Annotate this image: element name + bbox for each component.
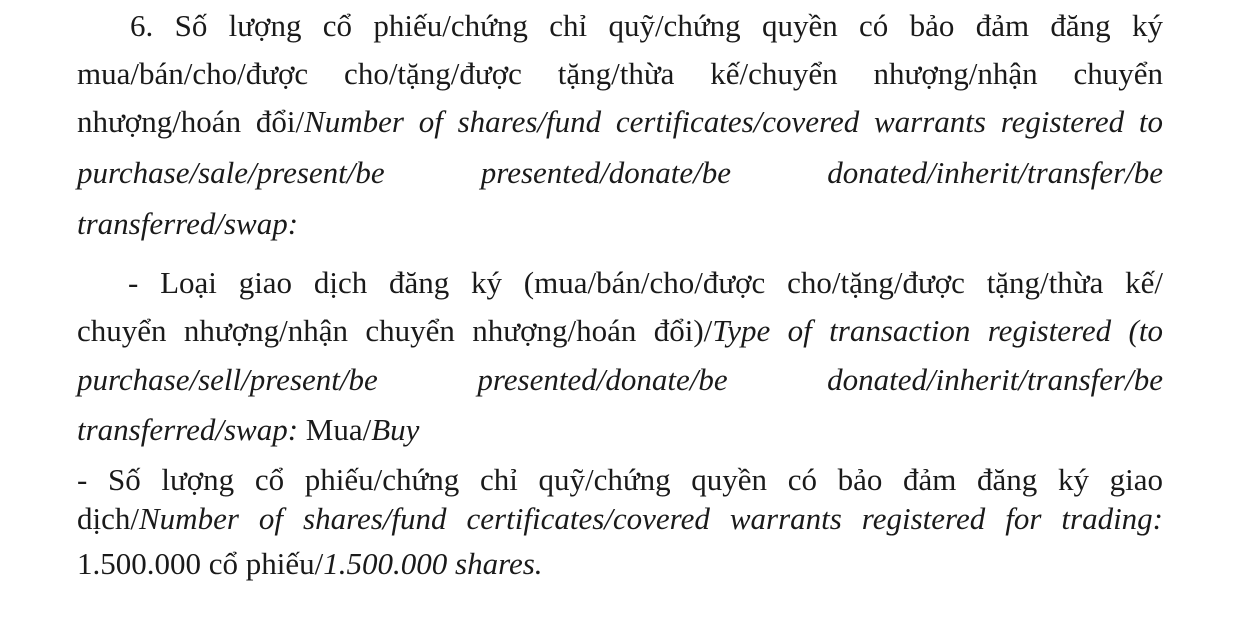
transaction-type-label-en-2: Type of transaction registered (to [712,313,1163,348]
transaction-type-label-en-4: transferred/swap: [77,412,299,447]
quantity-value-en: 1.500.000 shares. [323,546,543,581]
section-6-heading-vi-3: nhượng/hoán đổi/ [77,104,305,139]
transaction-type-label-vi-1: - Loại giao dịch đăng ký (mua/bán/cho/được cho/tặng/được tặng/thừa kế/ [128,265,1163,300]
quantity-label-en-2: Number of shares/fund certificates/covered warrants registered for trading: [139,501,1163,536]
section-6-heading-line-3 [77,102,1163,142]
section-6-heading-line-5 [77,204,1163,244]
transaction-type-line-1 [128,263,1163,303]
section-6-heading-line-4 [77,153,1163,193]
transaction-type-value-vi: Mua/ [305,412,372,447]
transaction-type-value-en: Buy [371,412,420,447]
transaction-type-label-vi-2: chuyển nhượng/nhận chuyển nhượng/hoán đổi)/ [77,313,713,348]
quantity-line-2 [77,499,1163,539]
quantity-line-1 [77,460,1163,500]
transaction-type-line-4 [77,410,1163,450]
section-6-heading-en-5: transferred/swap: [77,206,299,241]
quantity-value-vi: 1.500.000 cổ phiếu/ [77,546,324,581]
section-6-heading-vi-1: 6. Số lượng cổ phiếu/chứng chỉ quỹ/chứng quyền có bảo đảm đăng ký [130,8,1163,43]
transaction-type-label-en-3: purchase/sell/present/be presented/donate/be donated/inherit/transfer/be [77,362,1163,397]
section-6-heading-en-4: purchase/sale/present/be presented/donate/be donated/inherit/transfer/be [77,155,1163,190]
section-6-heading-line-2 [77,54,1163,94]
quantity-label-vi-1: - Số lượng cổ phiếu/chứng chỉ quỹ/chứng quyền có bảo đảm đăng ký giao [77,462,1163,497]
transaction-type-line-2 [77,311,1163,351]
section-6-heading-en-3: Number of shares/fund certificates/covered warrants registered to [304,104,1164,139]
quantity-line-3 [77,544,1163,584]
quantity-label-vi-2: dịch/ [77,501,139,536]
transaction-type-line-3 [77,360,1163,400]
section-6-heading-line-1 [130,6,1163,46]
section-6-heading-vi-2: mua/bán/cho/được cho/tặng/được tặng/thừa kế/chuyển nhượng/nhận chuyển [77,56,1163,91]
